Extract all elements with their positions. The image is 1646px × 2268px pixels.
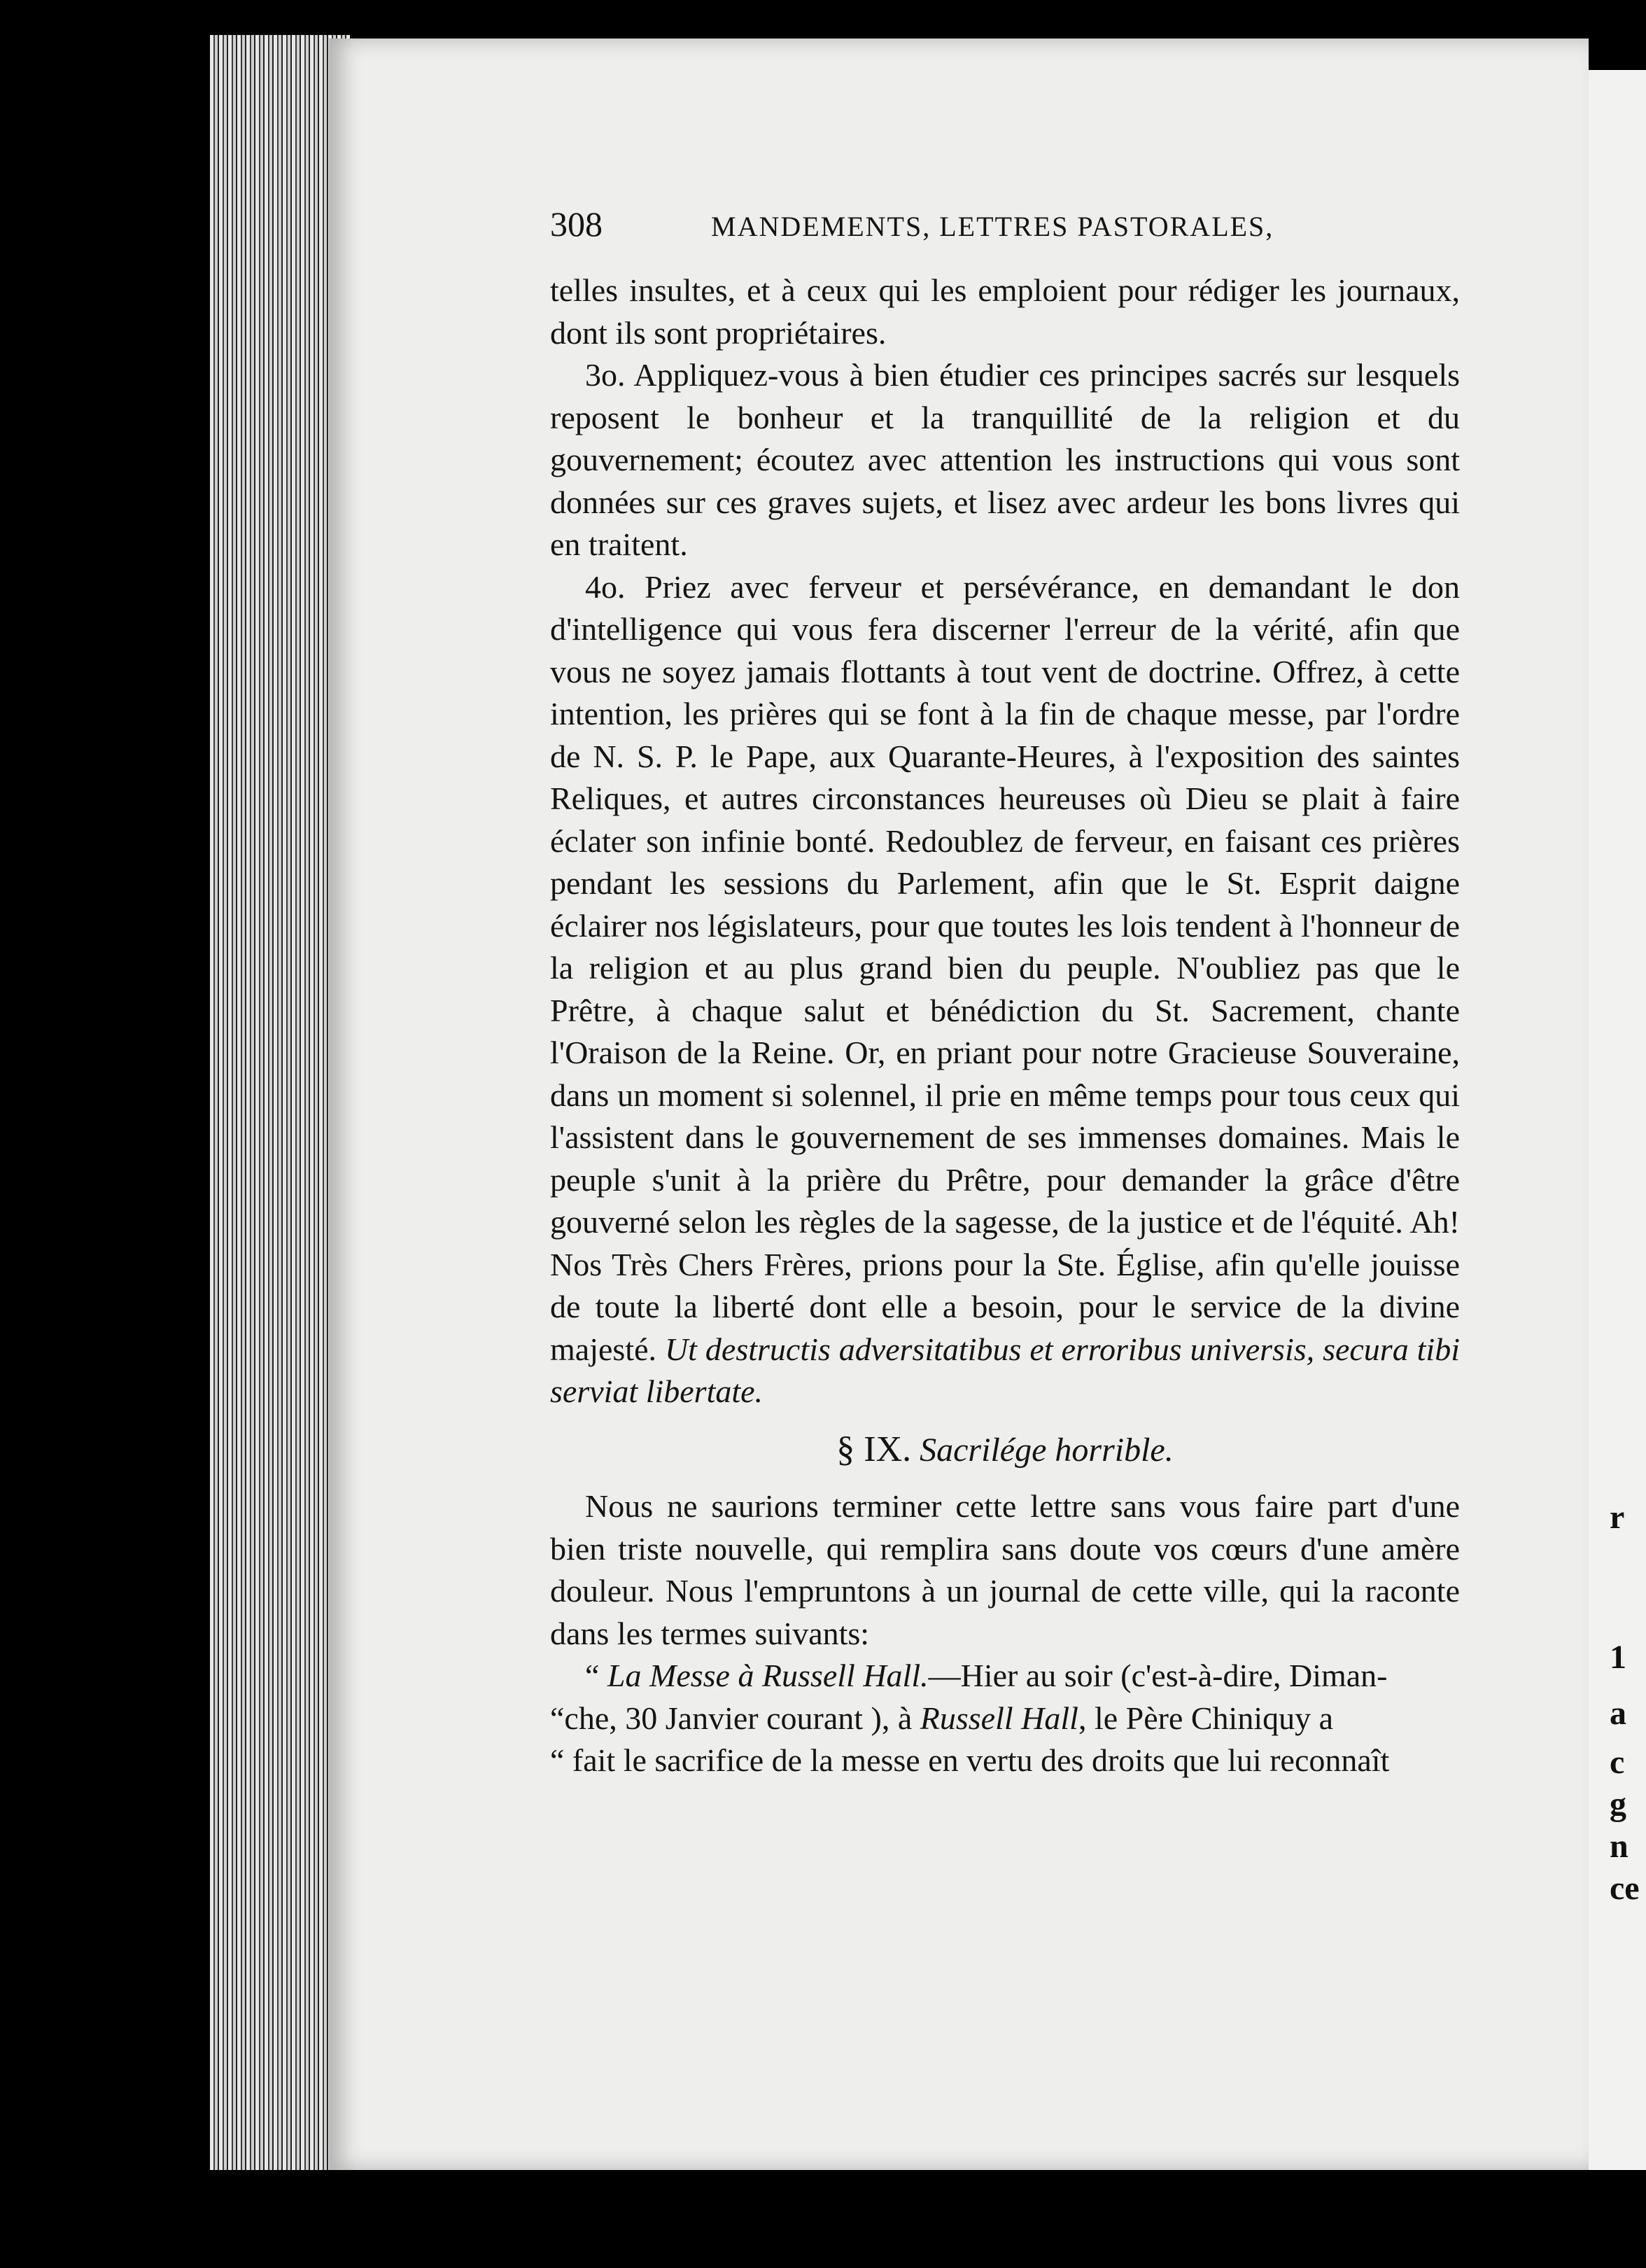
latin-quote: Ut destructis adversitatibus et erroribus universis, secura tibi serviat libertate. xyxy=(550,1331,1460,1409)
paragraph-text xyxy=(550,566,1460,1413)
paragraph-body: 4o. Priez avec ferveur et persévérance, en demandant le don d'intelligence qui vous fera discerner l'erreur de la vérité, afin que vous ne soyez jamais flottants à tout vent de doctrine. Offrez, à cette intention, les prières qui se font à la fin de chaque messe, par l'ordre de N. S. P. le Pape, aux Quarante-Heures, à l'exposition des saintes Reliques, et autres circonstances heureuses où Dieu se plait à faire éclater son infinie bonté. Redoublez de ferveur, en faisant ces prières pendant les sessions du Parlement, afin que le St. Esprit daigne éclairer nos législateurs, pour que toutes les lois tendent à l'honneur de la religion et au plus grand bien du peuple. N'oubliez pas que le Prêtre, à chaque salut et bénédiction du St. Sacrement, chante l'Oraison de la Reine. Or, en priant pour notre Gracieuse Souveraine, dans un moment si solennel, il prie en même temps pour tous ceux qui l'assistent dans le gouvernement de ses immenses domaines. Mais le peuple s'unit à la prière du Prêtre, pour demander la grâce d'être gouverné selon les règles de la sagesse, de la justice et de l'équité. Ah! Nos Très Chers Frères, prions pour la Ste. Église, afin qu'elle jouisse de toute la liberté dont elle a besoin, pour le service de la divine majesté. xyxy=(550,568,1460,1367)
sliver-letter: 1 xyxy=(1610,1639,1626,1676)
page-header xyxy=(550,203,1460,270)
section-title: Sacrilége horrible. xyxy=(920,1431,1174,1469)
newspaper-quote-cont xyxy=(550,1698,1460,1782)
quote-text: —Hier au soir (c'est-à-dire, Diman- xyxy=(928,1658,1388,1693)
sliver-letter: r xyxy=(1610,1499,1625,1536)
sliver-letter: g xyxy=(1610,1786,1626,1823)
sliver-letter: n xyxy=(1610,1828,1629,1865)
running-head: MANDEMENTS, LETTRES PASTORALES, xyxy=(711,211,1274,242)
section-heading xyxy=(550,1429,1460,1472)
quote-text: , le Père Chiniquy a xyxy=(1078,1700,1334,1736)
paragraph-3o xyxy=(550,354,1460,566)
paragraph-announcement xyxy=(550,1485,1460,1655)
newspaper-quote xyxy=(550,1655,1460,1698)
quote-mark: “ xyxy=(585,1658,607,1693)
quote-line xyxy=(550,1698,1460,1740)
quote-text: “che, 30 Janvier courant ), à xyxy=(550,1700,920,1736)
paragraph-4o xyxy=(550,566,1460,1413)
section-number: § IX. xyxy=(836,1429,912,1469)
paragraph-text: 3o. Appliquez-vous à bien étudier ces principes sacrés sur lesquels reposent le bonheur et la tranquillité de la religion et du gouvernement; écoutez avec attention les instructions qui vous sont données sur ces graves sujets, et lisez avec ardeur les bons livres qui en traitent. xyxy=(550,357,1460,562)
sliver-letter: a xyxy=(1610,1695,1626,1732)
quote-line xyxy=(550,1655,1460,1698)
sliver-letter: ce xyxy=(1610,1870,1640,1907)
page-text xyxy=(550,203,1460,1782)
sliver-letter: c xyxy=(1610,1744,1625,1781)
quote-line: “ fait le sacrifice de la messe en vertu des droits que lui reconnaît xyxy=(550,1742,1390,1778)
paragraph-text: telles insultes, et à ceux qui les emploient pour rédiger les journaux, dont ils sont propriétaires. xyxy=(550,272,1460,351)
paragraph-continuation xyxy=(550,270,1460,354)
quote-place: Russell Hall xyxy=(920,1700,1078,1736)
quote-heading: La Messe à Russell Hall. xyxy=(607,1658,929,1693)
page-number: 308 xyxy=(550,204,603,244)
paragraph-text: Nous ne saurions terminer cette lettre sans vous faire part d'une bien triste nouvelle, qui remplira sans doute vos cœurs d'une amère douleur. Nous l'empruntons à un journal de cette ville, qui la raconte dans les termes suivants: xyxy=(550,1488,1460,1651)
